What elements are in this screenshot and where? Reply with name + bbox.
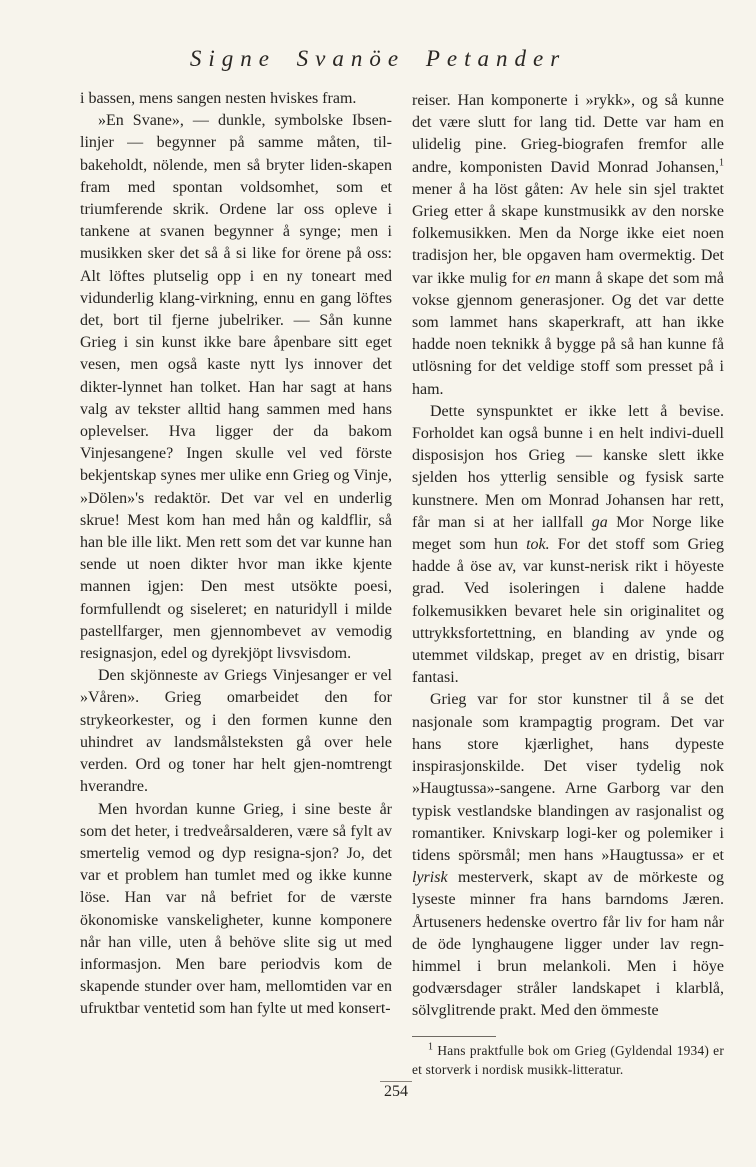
- left-column: [80, 88, 392, 1021]
- page-number: 254: [384, 1083, 408, 1100]
- paragraph: Den skjönneste av Griegs Vinjesanger er vel »Våren». Grieg omarbeidet den for strykeorkester, og i den formen kunne den uhindret av landsmålsteksten gå over hele verden. Ord og toner har helt gjen-nomtrengt hverandre.: [80, 667, 392, 796]
- emphasis: en: [535, 269, 551, 287]
- paragraph: i bassen, mens sangen nesten hviskes fram.: [80, 90, 357, 107]
- footnote-reference: 1: [719, 157, 724, 169]
- right-column: [412, 90, 724, 1023]
- footnote-divider: [412, 1036, 496, 1037]
- emphasis: tok.: [526, 536, 550, 554]
- text-run: Dette synspunktet er ikke lett å bevise. Forholdet kan også bunne i en helt indivi-duell disposisjon hos Grieg — kanske slett ikke sjelden hos ytterlig sensible og fysisk sarte kunstnere. Men om Monrad Johansen har rett, får man si at her iallfall: [412, 402, 724, 531]
- footnote-text: Hans praktfulle bok om Grieg (Gyldendal 1934) er et storverk i nordisk musikk-litteratur.: [412, 1043, 724, 1077]
- text-run: mener å ha löst gåten: Av hele sin sjel traktet Grieg etter å skape kunstmusikk av den norske folkemusikken. Men da Norge ikke eiet noen tradisjon her, ble opgaven ham overmektig. Det var ikke mulig for: [412, 180, 724, 287]
- text-run: Mor Norge like meget som hun: [412, 513, 724, 554]
- paragraph: [412, 401, 724, 690]
- footnote: [412, 1041, 724, 1079]
- footnote-marker: 1: [428, 1041, 434, 1053]
- paragraph: [412, 689, 724, 1022]
- text-run: Grieg var for stor kunstner til å se det nasjonale som krampagtig program. Det var hans store kjærlighet, hans dypeste inspirasjonskilde. Det viser tydelig nok »Haugtussa»-sangene. Arne Garborg var den typisk vestlandske blandingen av rasjonalist og romantiker. Knivskarp logi-ker og polemiker i tidens spörsmål; men hans »Haugtussa» er et: [412, 691, 724, 864]
- emphasis: lyrisk: [412, 869, 448, 887]
- paragraph: [412, 90, 724, 401]
- paragraph: »En Svane», — dunkle, symbolske Ibsen-linjer — begynner på samme måten, til-bakeholdt, nölende, men så bryter liden-skapen fram med spontan voldsomhet, som et triumferende skrik. Ordene lar oss opleve i tankene at svanen begynner å synge; men i musikken sker det så å si like for örene på oss: Alt löftes plutselig opp i en ny toneart med vidunderlig klang-virkning, ennu en gang löftes det, bort til fjerne jubelriker. — Sån kunne Grieg i sin kunst ikke bare åpenbare sitt eget vesen, men også kaste nytt lys innover det dikter-lynnet han tolket. Han har sagt at hans valg av tekster alltid hang sammen med hans oplevelser. Hva ligger der da bakom Vinjesangene? Ingen skulle vel ved förste bekjentskap synes mer ulike enn Grieg og Vinje, »Dölen»'s redaktör. Det var vel en underlig skrue! Mest kom han med hån og kaldflir, så han ble ille likt. Men rett som det var kunne han sende ut noen dikter hvor man ikke kjente mannen igjen: Den mest utsökte poesi, formfullendt og siseleret; en naturidyll i milde pastellfarger, men gjennombevet av vemodig resignasjon, edel og dyrekjöpt livsvisdom.: [80, 112, 392, 663]
- text-run: mesterverk, skapt av de mörkeste og lyseste minner fra hans barndoms Jæren. Årtuseners hedenske overtro får liv for ham når de öde lynghaugene ligger under lav regn-himmel i brun melankoli. Men i höye godværsdager stråler landskapet i klarblå, sölvglitrende prakt. Med den ömmeste: [412, 869, 724, 1020]
- text-run: mann å skape det som må vokse gjennom generasjoner. Og det var dette som lammet hans skaperkraft, att han ikke hadde noen teknikk å bygge på så han kunne få utlösning for det veldige stoff som presset på i ham.: [412, 269, 725, 398]
- text-run: reiser. Han komponerte i »rykk», og så kunne det være slutt for lang tid. Dette var ham en ulidelig pine. Grieg-biografen fremfor alle andre, komponisten David Monrad Johansen,: [412, 92, 724, 176]
- text-run: For det stoff som Grieg hadde å öse av, var kunst-nerisk rikt i höyeste grad. Ved isoleringen i dalene hadde folkemusikken bevaret hele sin originalitet og uttrykksfortettning, en blanding av ynde og utemmet vildskap, preget av en dristig, bisarr fantasi.: [412, 536, 725, 687]
- running-head: Signe Svanöe Petander: [189, 46, 567, 71]
- page-number-divider: [380, 1081, 412, 1082]
- paragraph: Men hvordan kunne Grieg, i sine beste år som det heter, i tredveårsalderen, være så fylt av smertelig vemod og dyp resigna-sjon? Jo, det var et problem han tumlet med og ikke kunne löse. Han var nå befriet for de værste ökonomiske vanskeligheter, kunne komponere når han ville, uten å behöve slite sig ut med informasjon. Men bare periodvis kom de skapende stunder over ham, mellomtiden var en ufruktbar ventetid som han fylte ut med konsert-: [80, 800, 392, 1018]
- emphasis: ga: [591, 513, 608, 531]
